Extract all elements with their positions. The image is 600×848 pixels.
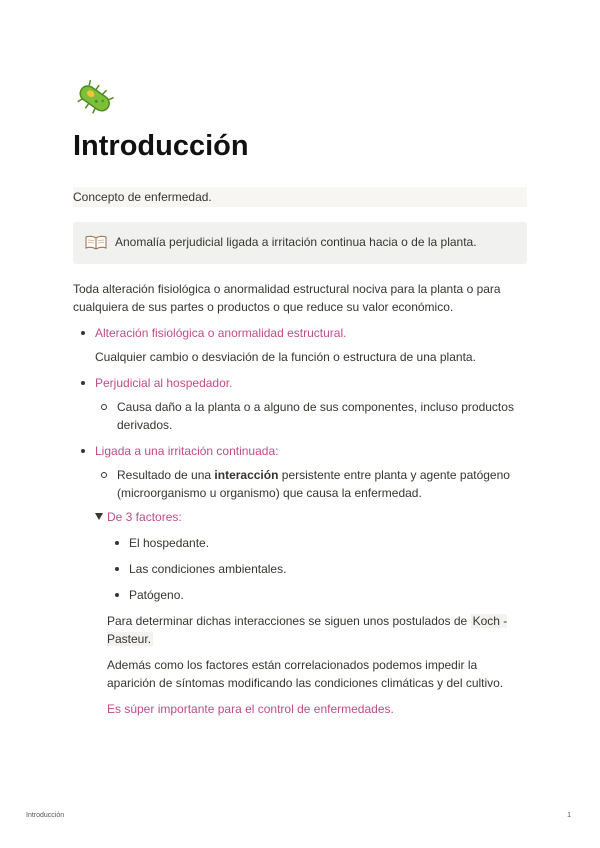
sub-list-item: Causa daño a la planta o a alguno de sus componentes, incluso productos derivados. <box>95 398 527 434</box>
open-book-icon <box>85 234 107 250</box>
list-item <box>73 374 527 434</box>
list-item <box>73 324 527 366</box>
microbe-icon <box>73 78 117 118</box>
bullet-title: Perjudicial al hospedador. <box>95 376 233 390</box>
bullet-title: Ligada a una irritación continuada: <box>95 444 279 458</box>
concept-heading: Concepto de enfermedad. <box>73 187 527 207</box>
callout-box <box>73 222 527 264</box>
sub-list-item: Resultado de una interacción persistente entre planta y agente patógeno (microorganismo u organismo) que causa la enfermedad. <box>95 466 527 502</box>
factor-item: El hospedante. <box>107 534 527 552</box>
footer-title: Introducción <box>26 812 65 819</box>
factor-item: Patógeno. <box>107 586 527 604</box>
factor-item: Las condiciones ambientales. <box>107 560 527 578</box>
toggle-triangle-icon[interactable] <box>95 513 103 520</box>
bullet-title: Alteración fisiológica o anormalidad estructural. <box>95 326 347 340</box>
intro-paragraph: Toda alteración fisiológica o anormalidad estructural nociva para la planta o para cualquiera de sus partes o productos o que reduce su valor económico. <box>73 282 501 314</box>
main-bullet-list <box>73 324 527 718</box>
toggle-block <box>95 508 527 718</box>
document-page <box>73 78 527 718</box>
page-title: Introducción <box>73 130 249 162</box>
page-number: 1 <box>567 812 571 819</box>
importance-note: Es súper importante para el control de enfermedades. <box>107 702 394 716</box>
sub-list <box>95 398 527 434</box>
toggle-title[interactable]: De 3 factores: <box>107 510 182 524</box>
correlation-paragraph: Además como los factores están correlacionados podemos impedir la aparición de síntomas modificando las condiciones climáticas y del cultivo. <box>107 658 504 690</box>
sub-list <box>95 466 527 502</box>
postulates-paragraph: Para determinar dichas interacciones se siguen unos postulados de Koch - Pasteur. <box>107 614 508 646</box>
highlighted-term: Koch - Pasteur. <box>107 614 508 646</box>
factor-list <box>107 534 527 604</box>
bullet-text: Cualquier cambio o desviación de la función o estructura de una planta. <box>95 350 476 364</box>
callout-text: Anomalía perjudicial ligada a irritación continua hacia o de la planta. <box>115 235 477 249</box>
bold-term: interacción <box>214 468 279 482</box>
toggle-content <box>107 534 527 718</box>
list-item <box>73 442 527 718</box>
